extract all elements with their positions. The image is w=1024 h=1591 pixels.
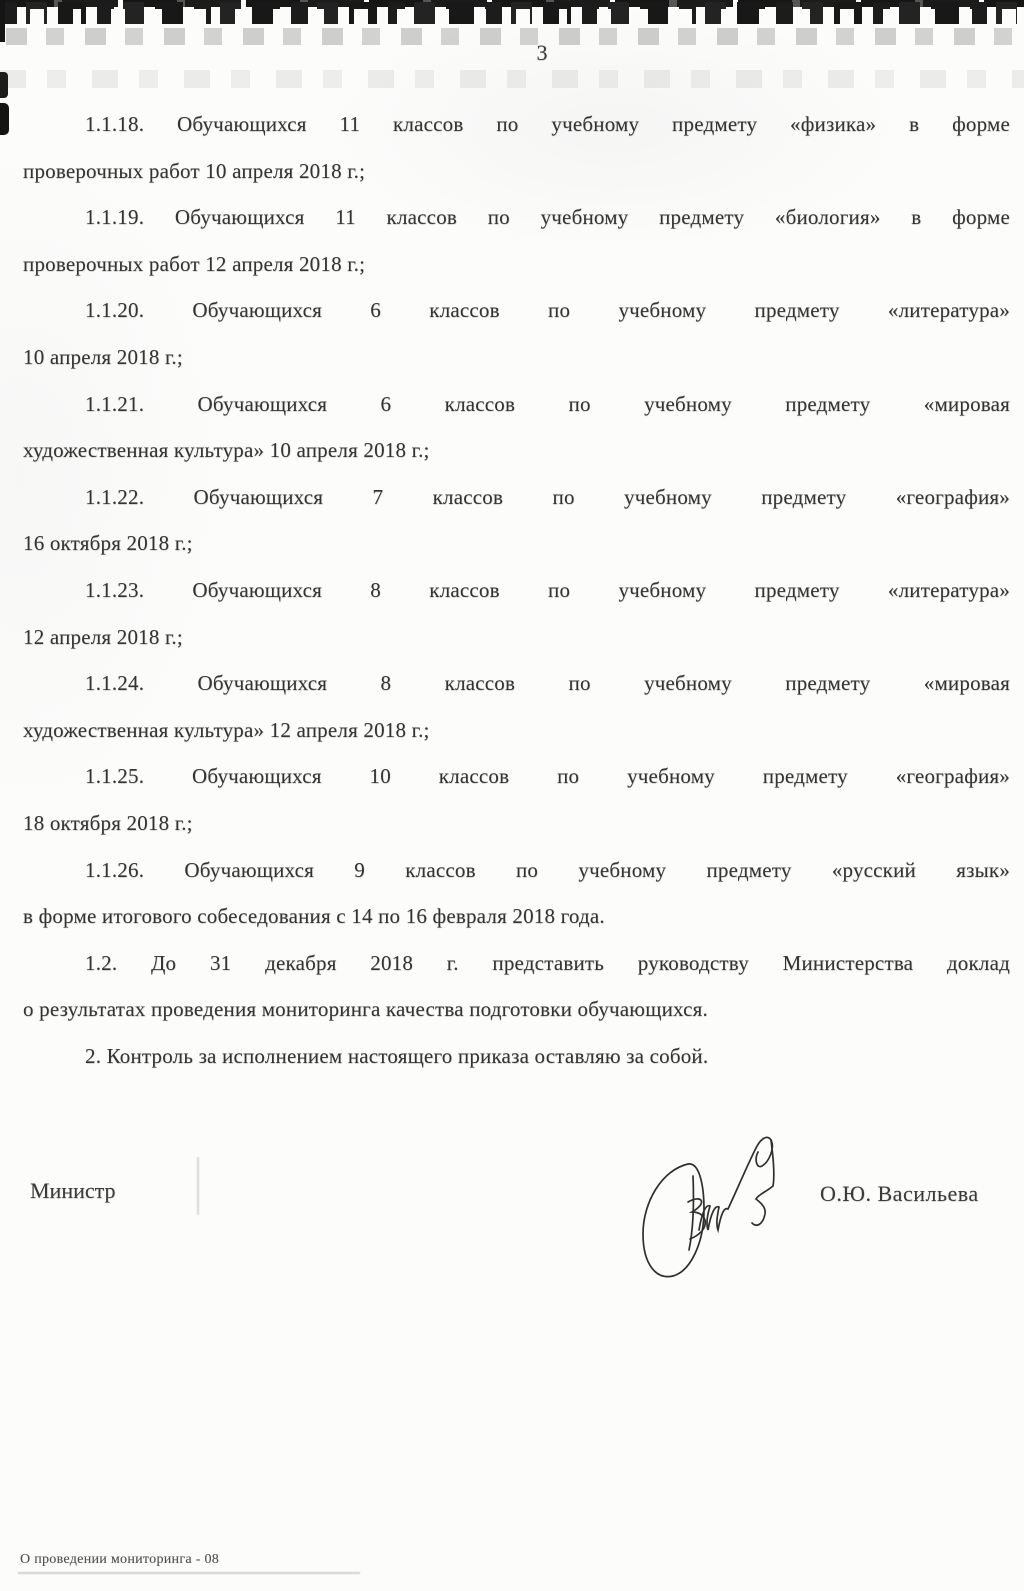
scan-artifact-smudge	[18, 1572, 360, 1574]
paragraph	[23, 474, 1010, 567]
document-line: 1.1.19. Обучающихся 11 классов по учебному предмету «биология» в форме	[85, 205, 1010, 230]
document-line: художественная культура» 12 апреля 2018 г.;	[23, 717, 430, 742]
document-line: 1.1.23. Обучающихся 8 классов по учебному предмету «литература»	[85, 577, 1010, 602]
document-line: 1.1.18. Обучающихся 11 классов по учебному предмету «физика» в форме	[85, 112, 1010, 136]
footer-reference: О проведении мониторинга - 08	[20, 1552, 220, 1567]
document-line: 18 октября 2018 г.;	[23, 810, 193, 835]
paragraph	[23, 194, 1010, 287]
paragraph	[23, 753, 1010, 846]
document-line: 1.1.24. Обучающихся 8 классов по учебному предмету «мировая	[85, 671, 1010, 696]
scan-artifact-left-blob	[0, 72, 8, 98]
paragraph	[23, 381, 1010, 474]
signatory-title: Министр	[30, 1178, 116, 1203]
scan-artifact-left-blob	[0, 103, 9, 135]
scan-artifact-left-edge	[0, 0, 5, 42]
page-number: 3	[536, 40, 548, 65]
document-line: 1.1.26. Обучающихся 9 классов по учебному предмету «русский язык»	[85, 857, 1010, 882]
scan-artifact-smudge	[197, 1157, 199, 1215]
document-line: 1.1.21. Обучающихся 6 классов по учебному предмету «мировая	[85, 391, 1010, 416]
document-line: художественная культура» 10 апреля 2018 г.;	[23, 438, 430, 463]
document-line: 1.2. До 31 декабря 2018 г. представить руководству Министерства доклад	[85, 950, 1010, 975]
handwritten-signature	[596, 1106, 824, 1294]
document-line: 16 октября 2018 г.;	[23, 531, 193, 556]
paragraph	[23, 101, 1010, 194]
paragraph	[23, 940, 1010, 1033]
document-line: в форме итогового собеседования с 14 по 16 февраля 2018 года.	[23, 904, 605, 929]
document-line: о результатах проведения мониторинга качества подготовки обучающихся.	[23, 997, 708, 1022]
paragraph	[23, 287, 1010, 380]
document-line: проверочных работ 10 апреля 2018 г.;	[23, 158, 366, 183]
document-body	[23, 101, 1010, 1079]
document-line: 1.1.20. Обучающихся 6 классов по учебному предмету «литература»	[85, 298, 1010, 323]
paragraph	[23, 847, 1010, 940]
document-line: проверочных работ 12 апреля 2018 г.;	[23, 251, 366, 276]
document-line: 10 апреля 2018 г.;	[23, 344, 183, 369]
document-line: 2. Контроль за исполнением настоящего приказа оставляю за собой.	[85, 1043, 709, 1068]
document-line: 12 апреля 2018 г.;	[23, 624, 183, 649]
paragraph	[23, 660, 1010, 753]
signatory-name: О.Ю. Васильева	[820, 1181, 979, 1206]
paragraph	[23, 1033, 1010, 1080]
document-line: 1.1.22. Обучающихся 7 классов по учебному предмету «география»	[85, 484, 1010, 509]
document-line: 1.1.25. Обучающихся 10 классов по учебному предмету «география»	[85, 764, 1010, 789]
paragraph	[23, 567, 1010, 660]
